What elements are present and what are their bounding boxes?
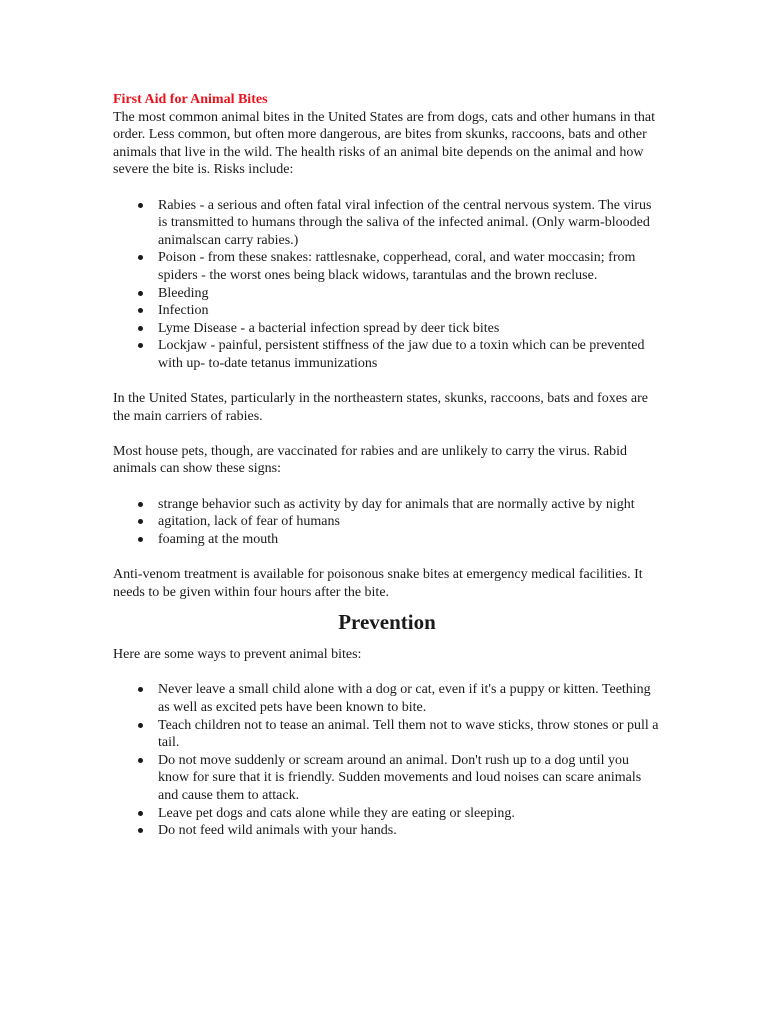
list-item: Lyme Disease - a bacterial infection spread by deer tick bites (158, 320, 661, 338)
prevention-heading: Prevention (338, 610, 436, 635)
list-item: Bleeding (158, 285, 661, 303)
list-item: Infection (158, 302, 661, 320)
list-item: Do not feed wild animals with your hands. (158, 822, 661, 840)
anti-venom-paragraph: Anti-venom treatment is available for poisonous snake bites at emergency medical facilities. It needs to be given within four hours after the bite. (113, 567, 643, 600)
intro-paragraph: The most common animal bites in the United States are from dogs, cats and other humans in that order. Less common, but often more dangerous, are bites from skunks, raccoons, bats and other animals that live in the wild. The health risks of an animal bite depends on the animal and how severe the bite is. Risks include: (113, 109, 655, 178)
list-item: Teach children not to tease an animal. Tell them not to wave sticks, throw stones or pull a tail. (158, 717, 661, 752)
risks-list (113, 197, 661, 373)
list-item: Poison - from these snakes: rattlesnake, copperhead, coral, and water moccasin; from spiders - the worst ones being black widows, tarantulas and the brown recluse. (158, 249, 661, 284)
list-item: Do not move suddenly or scream around an animal. Don't rush up to a dog until you know for sure that it is friendly. Sudden movements and loud noises can scare animals and cause them to attack. (158, 752, 661, 805)
list-item: Leave pet dogs and cats alone while they are eating or sleeping. (158, 805, 661, 823)
list-item: strange behavior such as activity by day for animals that are normally active by night (158, 496, 661, 514)
document-page (113, 91, 661, 840)
list-item: Never leave a small child alone with a dog or cat, even if it's a puppy or kitten. Teething as well as excited pets have been known to bite. (158, 681, 661, 716)
house-pets-paragraph: Most house pets, though, are vaccinated for rabies and are unlikely to carry the virus. Rabid animals can show these signs: (113, 443, 627, 477)
list-item: agitation, lack of fear of humans (158, 513, 661, 531)
rabid-signs-list (113, 496, 661, 549)
list-item: Lockjaw - painful, persistent stiffness of the jaw due to a toxin which can be prevented with up- to-date tetanus immunizations (158, 337, 661, 372)
prevention-intro: Here are some ways to prevent animal bites: (113, 647, 362, 663)
list-item: foaming at the mouth (158, 531, 661, 549)
document-title: First Aid for Animal Bites (113, 92, 268, 107)
list-item: Rabies - a serious and often fatal viral infection of the central nervous system. The virus is transmitted to humans through the saliva of the infected animal. (Only warm-blooded animalscan carry rabies.) (158, 197, 661, 250)
rabies-carriers-paragraph: In the United States, particularly in the northeastern states, skunks, raccoons, bats and foxes are the main carriers of rabies. (113, 391, 648, 424)
prevention-list (113, 681, 661, 839)
